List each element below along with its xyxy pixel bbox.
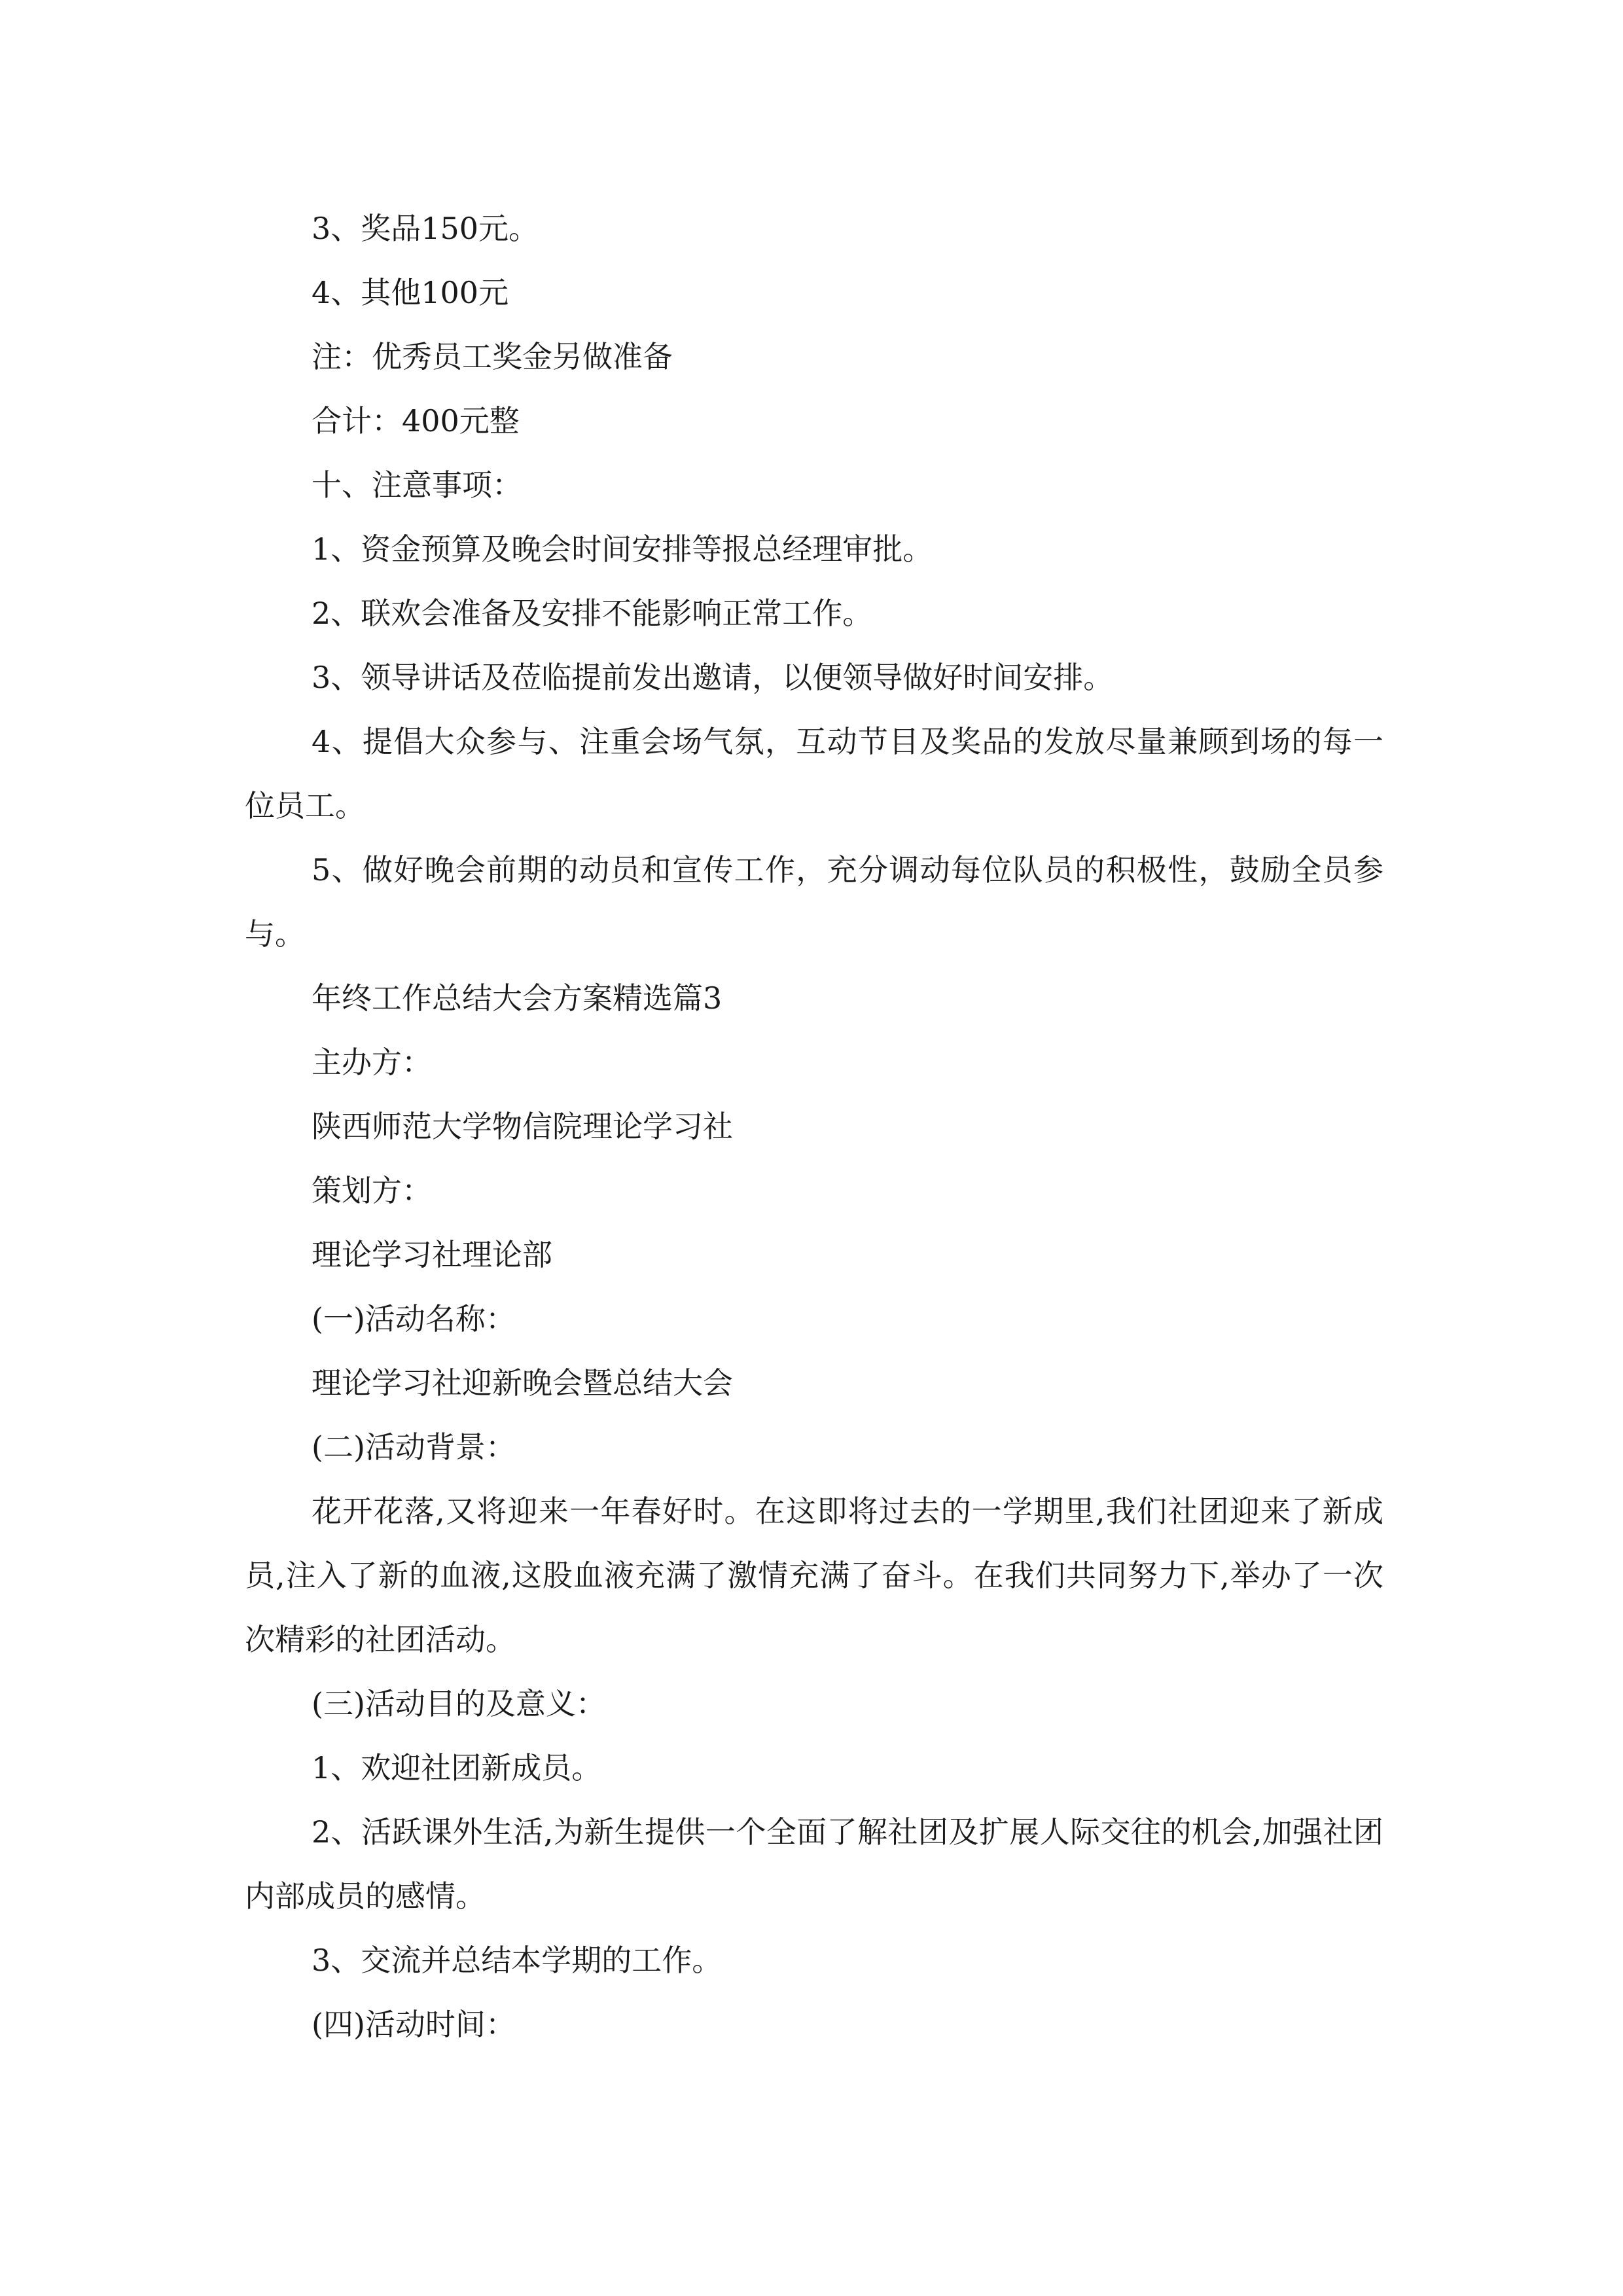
paragraph: (四)活动时间： [312, 2007, 516, 2042]
paragraph: 2、活跃课外生活,为新生提供一个全面了解社团及扩展人际交往的机会,加强社团内部成员的感情。 [245, 1814, 1383, 1914]
paragraph: 4、其他100元 [312, 275, 509, 310]
paragraph: 5、做好晚会前期的动员和宣传工作，充分调动每位队员的积极性，鼓励全员参与。 [245, 852, 1383, 952]
paragraph: 3、领导讲话及莅临提前发出邀请，以便领导做好时间安排。 [312, 660, 1114, 695]
section-heading: 年终工作总结大会方案精选篇3 [312, 980, 722, 1016]
paragraph: 3、奖品150元。 [312, 211, 539, 246]
paragraph: 策划方： [312, 1173, 432, 1208]
paragraph: 3、交流并总结本学期的工作。 [312, 1943, 722, 1978]
paragraph: (二)活动背景： [312, 1429, 516, 1465]
paragraph: 1、资金预算及晚会时间安排等报总经理审批。 [312, 531, 933, 567]
paragraph: 2、联欢会准备及安排不能影响正常工作。 [312, 596, 873, 631]
paragraph: (一)活动名称： [312, 1301, 516, 1336]
paragraph: 理论学习社迎新晚会暨总结大会 [312, 1365, 733, 1401]
paragraph: 4、提倡大众参与、注重会场气氛，互动节目及奖品的发放尽量兼顾到场的每一位员工。 [245, 724, 1383, 823]
paragraph: 主办方： [312, 1045, 432, 1080]
paragraph: 陕西师范大学物信院理论学习社 [312, 1109, 733, 1144]
paragraph: 合计：400元整 [312, 403, 520, 439]
paragraph: 注：优秀员工奖金另做准备 [312, 339, 673, 374]
section-heading: 十、注意事项： [312, 467, 522, 503]
paragraph: (三)活动目的及意义： [312, 1686, 606, 1721]
paragraph: 1、欢迎社团新成员。 [312, 1750, 602, 1785]
paragraph: 花开花落,又将迎来一年春好时。在这即将过去的一学期里,我们社团迎来了新成员,注入了新的血液,这股血液充满了激情充满了奋斗。在我们共同努力下,举办了一次次精彩的社团活动。 [245, 1494, 1383, 1657]
paragraph: 理论学习社理论部 [312, 1237, 552, 1272]
